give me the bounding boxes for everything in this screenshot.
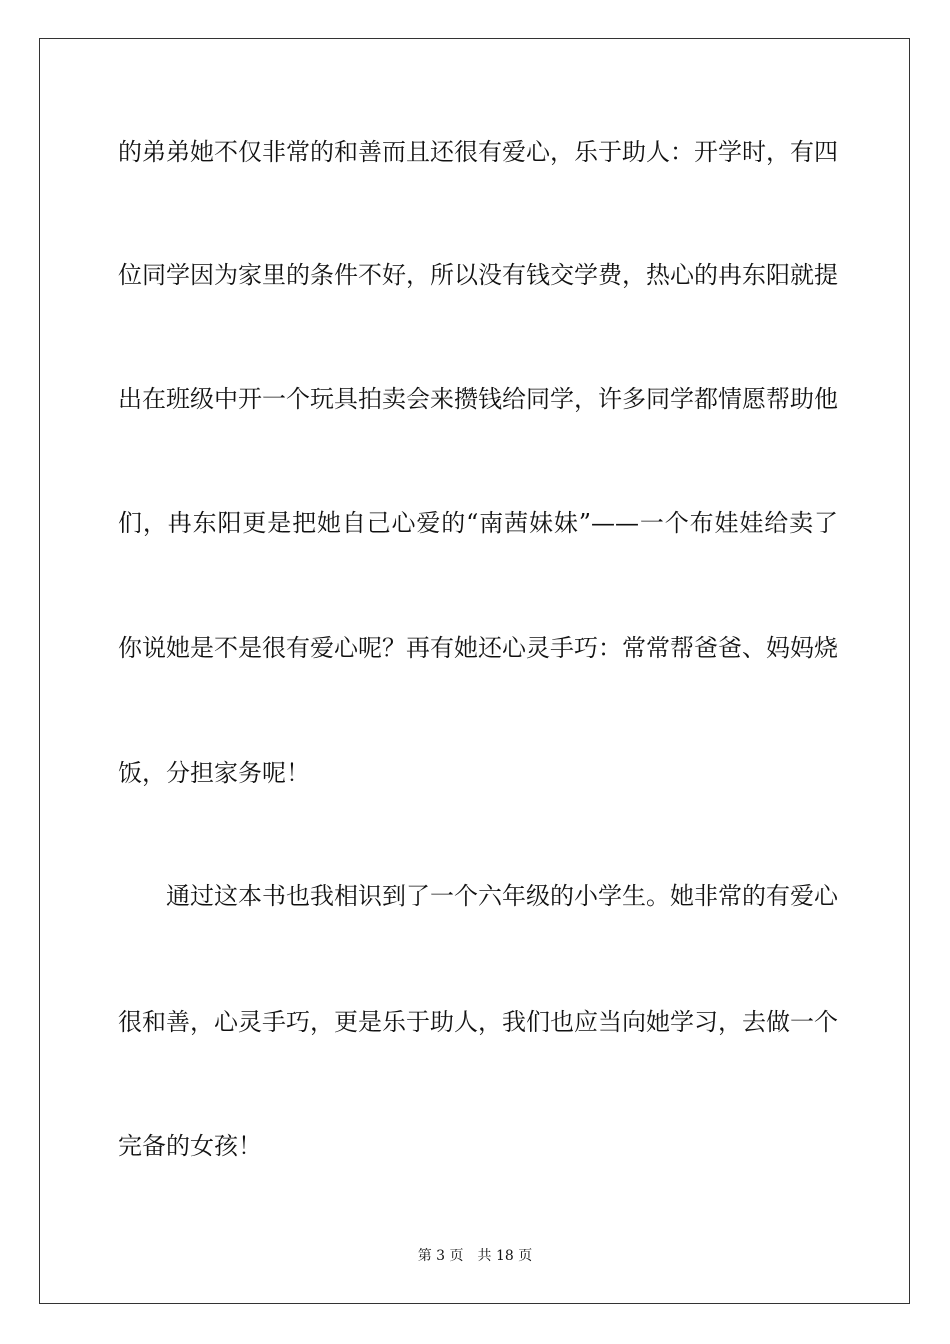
text-line: 你说她是不是很有爱心呢？再有她还心灵手巧：常常帮爸爸、妈妈烧 — [118, 634, 838, 662]
text-line: 完备的女孩！ — [118, 1132, 262, 1160]
text-line: 出在班级中开一个玩具拍卖会来攒钱给同学，许多同学都情愿帮助他 — [118, 385, 838, 413]
text-line: 通过这本书也我相识到了一个六年级的小学生。她非常的有爱心 — [166, 882, 838, 910]
text-line: 饭，分担家务呢！ — [118, 759, 310, 787]
text-line: 位同学因为家里的条件不好，所以没有钱交学费，热心的冉东阳就提 — [118, 261, 838, 289]
page-total: 共 18 页 — [477, 1248, 533, 1264]
text-line: 们，冉东阳更是把她自己心爱的“南茜妹妹”——一个布娃娃给卖了 — [118, 509, 838, 537]
page-border — [39, 38, 910, 1304]
text-line: 的弟弟她不仅非常的和善而且还很有爱心，乐于助人：开学时，有四 — [118, 138, 838, 166]
text-line: 很和善，心灵手巧，更是乐于助人，我们也应当向她学习，去做一个 — [118, 1008, 838, 1036]
page-footer — [0, 1247, 950, 1265]
page-number: 第 3 页 — [417, 1248, 464, 1264]
